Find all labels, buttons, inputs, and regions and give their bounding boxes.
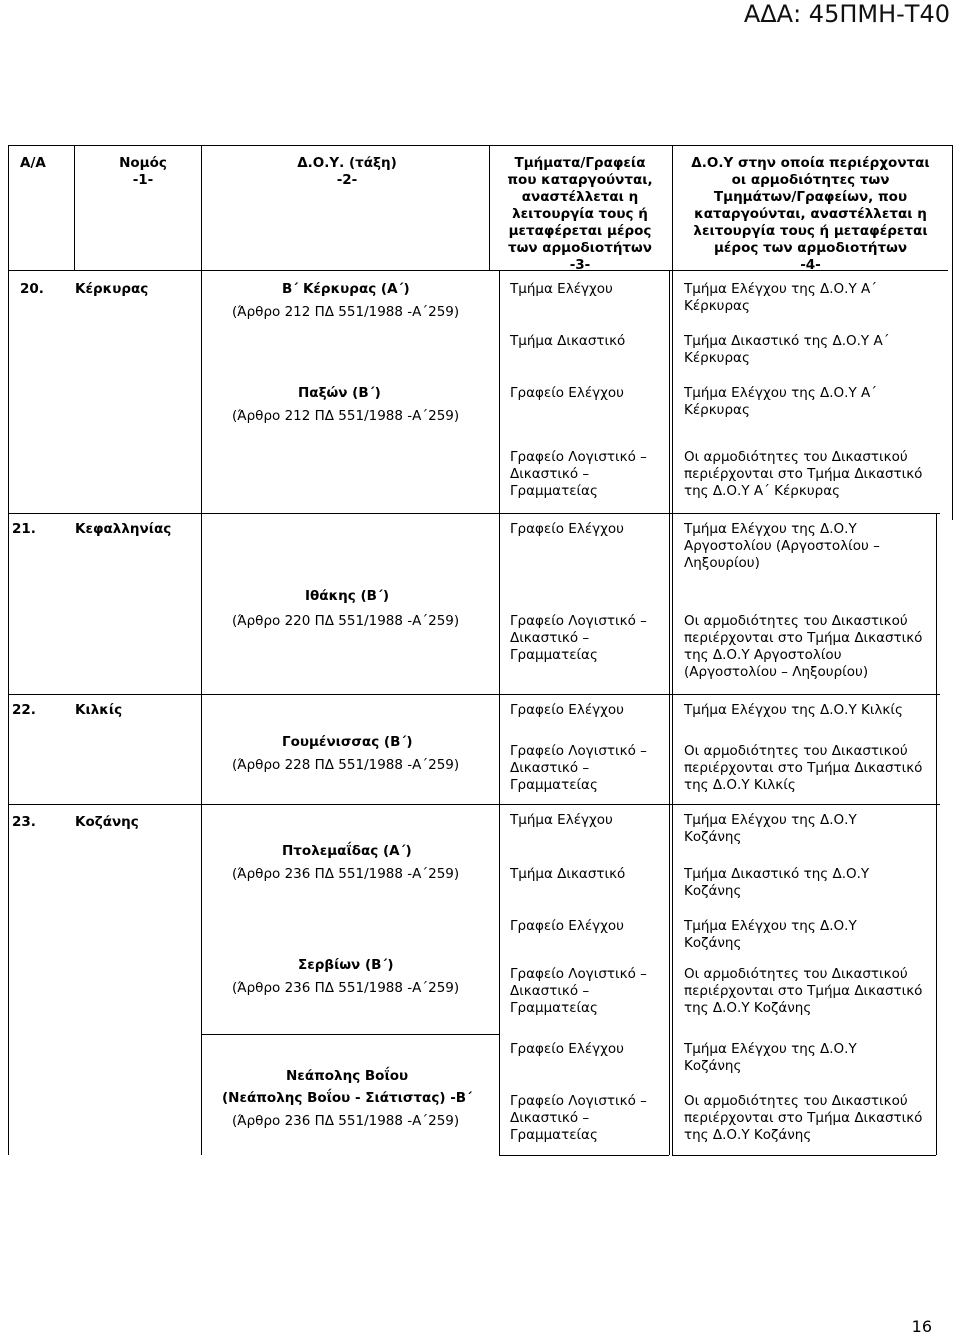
nomos-name: Κοζάνης [75, 814, 139, 830]
unit-cell: Γραφείο Ελέγχου [510, 385, 624, 401]
unit-cell: Τμήμα Ελέγχου [510, 281, 613, 297]
row-number: 23. [12, 814, 36, 830]
doy-name: Σερβίων (Β΄) [298, 957, 394, 973]
unit-cell: Γραφείο Λογιστικό – Δικαστικό – Γραμματείας [510, 966, 647, 1016]
target-cell: Τμήμα Δικαστικό της Δ.Ο.Υ Κοζάνης [684, 866, 870, 899]
target-cell: Τμήμα Ελέγχου της Δ.Ο.Υ Κοζάνης [684, 1041, 857, 1074]
unit-cell: Τμήμα Ελέγχου [510, 812, 613, 828]
ada-header: ΑΔΑ: 45ΠΜΗ-Τ40 [743, 0, 950, 28]
target-cell: Οι αρμοδιότητες του Δικαστικού περιέρχονται στο Τμήμα Δικαστικό της Δ.Ο.Υ Κοζάνης [684, 966, 923, 1016]
doy-article: (Άρθρο 212 ΠΔ 551/1988 -Α΄259) [232, 408, 460, 424]
header-nomos: Νομός -1- [119, 155, 167, 188]
unit-cell: Γραφείο Ελέγχου [510, 702, 624, 718]
target-cell: Οι αρμοδιότητες του Δικαστικού περιέρχονται στο Τμήμα Δικαστικό της Δ.Ο.Υ Αργοστολίου (Αργοστολίου – Ληξουρίου) [684, 613, 923, 680]
unit-cell: Γραφείο Ελέγχου [510, 918, 624, 934]
nomos-name: Κέρκυρας [75, 281, 149, 297]
doy-name: Γουμένισσας (Β΄) [282, 734, 413, 750]
nomos-name: Κεφαλληνίας [75, 521, 172, 537]
header-doy-target: Δ.Ο.Υ στην οποία περιέρχονται οι αρμοδιότητες των Τμημάτων/Γραφείων, που καταργούνται, αναστέλλεται η λειτουργία τους ή μεταφέρεται μέρος των αρμοδιοτήτων -4- [691, 155, 930, 273]
target-cell: Οι αρμοδιότητες του Δικαστικού περιέρχονται στο Τμήμα Δικαστικό της Δ.Ο.Υ Κιλκίς [684, 743, 923, 793]
unit-cell: Τμήμα Δικαστικό [510, 866, 626, 882]
target-cell: Τμήμα Δικαστικό της Δ.Ο.Υ Α΄ Κέρκυρας [684, 333, 890, 366]
target-cell: Τμήμα Ελέγχου της Δ.Ο.Υ Α΄ Κέρκυρας [684, 281, 878, 314]
header-tmimata: Τμήματα/Γραφεία που καταργούνται, αναστέλλεται η λειτουργία τους ή μεταφέρεται μέρος των αρμοδιοτήτων -3- [507, 155, 653, 273]
doy-name: Ιθάκης (Β΄) [305, 588, 390, 604]
target-cell: Τμήμα Ελέγχου της Δ.Ο.Υ Κοζάνης [684, 918, 857, 951]
doy-name: Νεάπολης Βοΐου [286, 1068, 409, 1084]
unit-cell: Γραφείο Λογιστικό – Δικαστικό – Γραμματείας [510, 743, 647, 793]
doy-article: (Άρθρο 236 ΠΔ 551/1988 -Α΄259) [232, 866, 460, 882]
unit-cell: Γραφείο Ελέγχου [510, 521, 624, 537]
page-number: 16 [911, 1317, 932, 1336]
target-cell: Τμήμα Ελέγχου της Δ.Ο.Υ Αργοστολίου (Αργοστολίου – Ληξουρίου) [684, 521, 880, 571]
doy-article: (Άρθρο 220 ΠΔ 551/1988 -Α΄259) [232, 613, 460, 629]
doy-alt-name: (Νεάπολης Βοΐου - Σιάτιστας) -Β΄ [222, 1090, 473, 1106]
unit-cell: Γραφείο Λογιστικό – Δικαστικό – Γραμματείας [510, 449, 647, 499]
unit-cell: Γραφείο Λογιστικό – Δικαστικό – Γραμματείας [510, 1093, 647, 1143]
target-cell: Οι αρμοδιότητες του Δικαστικού περιέρχονται στο Τμήμα Δικαστικό της Δ.Ο.Υ Κοζάνης [684, 1093, 923, 1143]
doy-article: (Άρθρο 236 ΠΔ 551/1988 -Α΄259) [232, 1113, 460, 1129]
header-doy: Δ.Ο.Υ. (τάξη) -2- [297, 155, 397, 188]
doy-name: Πτολεμαΐδας (Α΄) [282, 843, 412, 859]
header-aa: Α/Α [20, 155, 46, 171]
unit-cell: Τμήμα Δικαστικό [510, 333, 626, 349]
doy-article: (Άρθρο 212 ΠΔ 551/1988 -Α΄259) [232, 304, 460, 320]
unit-cell: Γραφείο Λογιστικό – Δικαστικό – Γραμματείας [510, 613, 647, 663]
unit-cell: Γραφείο Ελέγχου [510, 1041, 624, 1057]
target-cell: Τμήμα Ελέγχου της Δ.Ο.Υ Κοζάνης [684, 812, 857, 845]
doy-name: Β΄ Κέρκυρας (Α΄) [282, 281, 410, 297]
nomos-name: Κιλκίς [75, 702, 123, 718]
row-number: 20. [20, 281, 44, 297]
row-number: 22. [12, 702, 36, 718]
row-number: 21. [12, 521, 36, 537]
doy-article: (Άρθρο 228 ΠΔ 551/1988 -Α΄259) [232, 757, 460, 773]
target-cell: Τμήμα Ελέγχου της Δ.Ο.Υ Κιλκίς [684, 702, 903, 718]
doy-article: (Άρθρο 236 ΠΔ 551/1988 -Α΄259) [232, 980, 460, 996]
target-cell: Οι αρμοδιότητες του Δικαστικού περιέρχονται στο Τμήμα Δικαστικό της Δ.Ο.Υ Α΄ Κέρκυρας [684, 449, 923, 499]
target-cell: Τμήμα Ελέγχου της Δ.Ο.Υ Α΄ Κέρκυρας [684, 385, 878, 418]
doy-name: Παξών (Β΄) [298, 385, 381, 401]
